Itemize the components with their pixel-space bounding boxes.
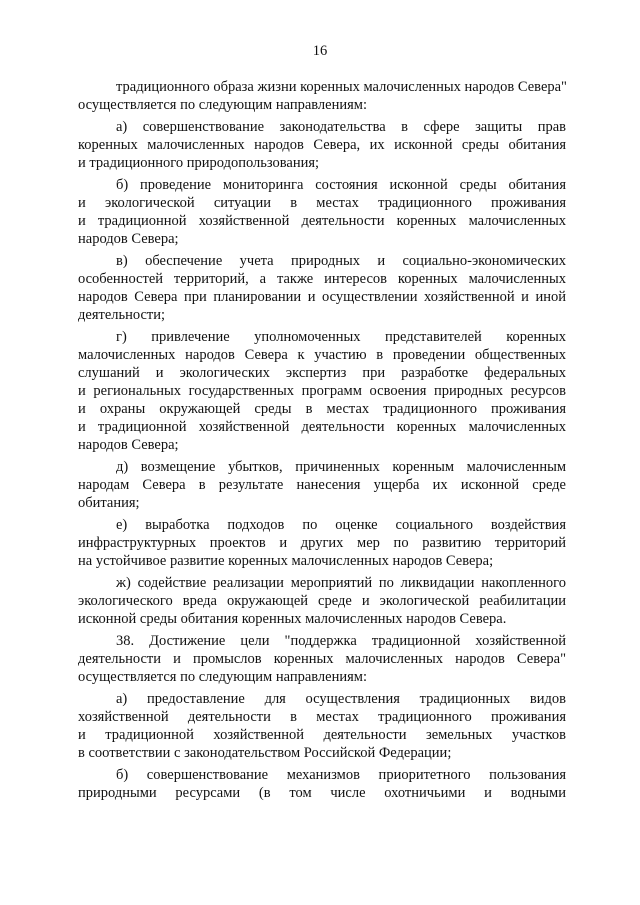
paragraph: [78, 766, 566, 802]
text-line: в) обеспечение учета природных и социально-экономических: [116, 253, 566, 269]
text-line: б) совершенствование механизмов приоритетного пользования: [116, 767, 566, 783]
text-line: 38. Достижение цели "поддержка традиционной хозяйственной: [116, 633, 566, 649]
page-number: 16: [312, 43, 328, 59]
document-body: [78, 78, 566, 802]
paragraph: [78, 252, 566, 324]
text-line: малочисленных народов Севера к участию в проведении общественных: [78, 347, 566, 363]
paragraph: [78, 516, 566, 570]
text-line: а) предоставление для осуществления традиционных видов: [116, 691, 566, 707]
text-line: деятельности;: [78, 307, 166, 323]
paragraph: [78, 328, 566, 454]
text-line: е) выработка подходов по оценке социального воздействия: [116, 517, 566, 533]
text-line: особенностей территорий, а также интересов коренных малочисленных: [78, 271, 566, 287]
text-line: ж) содействие реализации мероприятий по ликвидации накопленного: [116, 575, 566, 591]
text-line: и традиционной хозяйственной деятельности коренных малочисленных: [78, 213, 566, 229]
text-line: и традиционной хозяйственной деятельности земельных участков: [78, 727, 566, 743]
paragraph: [78, 574, 566, 628]
text-line: коренных малочисленных народов Севера, их исконной среды обитания: [78, 137, 566, 153]
text-line: обитания;: [78, 495, 140, 511]
paragraph: [78, 78, 566, 114]
text-line: и региональных государственных программ освоения природных ресурсов: [78, 383, 566, 399]
text-line: народов Севера;: [78, 437, 179, 453]
text-line: народов Севера при планировании и осуществлении хозяйственной и иной: [78, 289, 566, 305]
text-line: д) возмещение убытков, причиненных коренным малочисленным: [116, 459, 566, 475]
text-line: в соответствии с законодательством Российской Федерации;: [78, 745, 452, 761]
text-line: традиционного образа жизни коренных малочисленных народов Севера": [116, 79, 567, 95]
text-line: г) привлечение уполномоченных представителей коренных: [116, 329, 566, 345]
text-line: и охраны окружающей среды в местах традиционного проживания: [78, 401, 566, 417]
text-line: инфраструктурных проектов и других мер по развитию территорий: [78, 535, 566, 551]
text-line: экологического вреда окружающей среде и экологической реабилитации: [78, 593, 566, 609]
text-line: а) совершенствование законодательства в сфере защиты прав: [116, 119, 566, 135]
paragraph: [78, 118, 566, 172]
paragraph: [78, 176, 566, 248]
text-line: исконной среды обитания коренных малочисленных народов Севера.: [78, 611, 507, 627]
text-line: осуществляется по следующим направлениям:: [78, 97, 367, 113]
paragraph: [78, 632, 566, 686]
text-line: хозяйственной деятельности в местах традиционного проживания: [78, 709, 566, 725]
text-line: и традиционного природопользования;: [78, 155, 320, 171]
text-line: б) проведение мониторинга состояния исконной среды обитания: [116, 177, 566, 193]
paragraph: [78, 458, 566, 512]
text-line: деятельности и промыслов коренных малочисленных народов Севера": [78, 651, 566, 667]
paragraph: [78, 690, 566, 762]
text-line: природными ресурсами (в том числе охотничьими и водными: [78, 785, 566, 801]
text-line: и традиционной хозяйственной деятельности коренных малочисленных: [78, 419, 566, 435]
text-line: слушаний и экологических экспертиз при разработке федеральных: [78, 365, 566, 381]
text-line: народов Севера;: [78, 231, 179, 247]
text-line: осуществляется по следующим направлениям:: [78, 669, 367, 685]
text-line: народам Севера в результате нанесения ущерба их исконной среде: [78, 477, 566, 493]
text-line: на устойчивое развитие коренных малочисленных народов Севера;: [78, 553, 494, 569]
text-line: и экологической ситуации в местах традиционного проживания: [78, 195, 566, 211]
